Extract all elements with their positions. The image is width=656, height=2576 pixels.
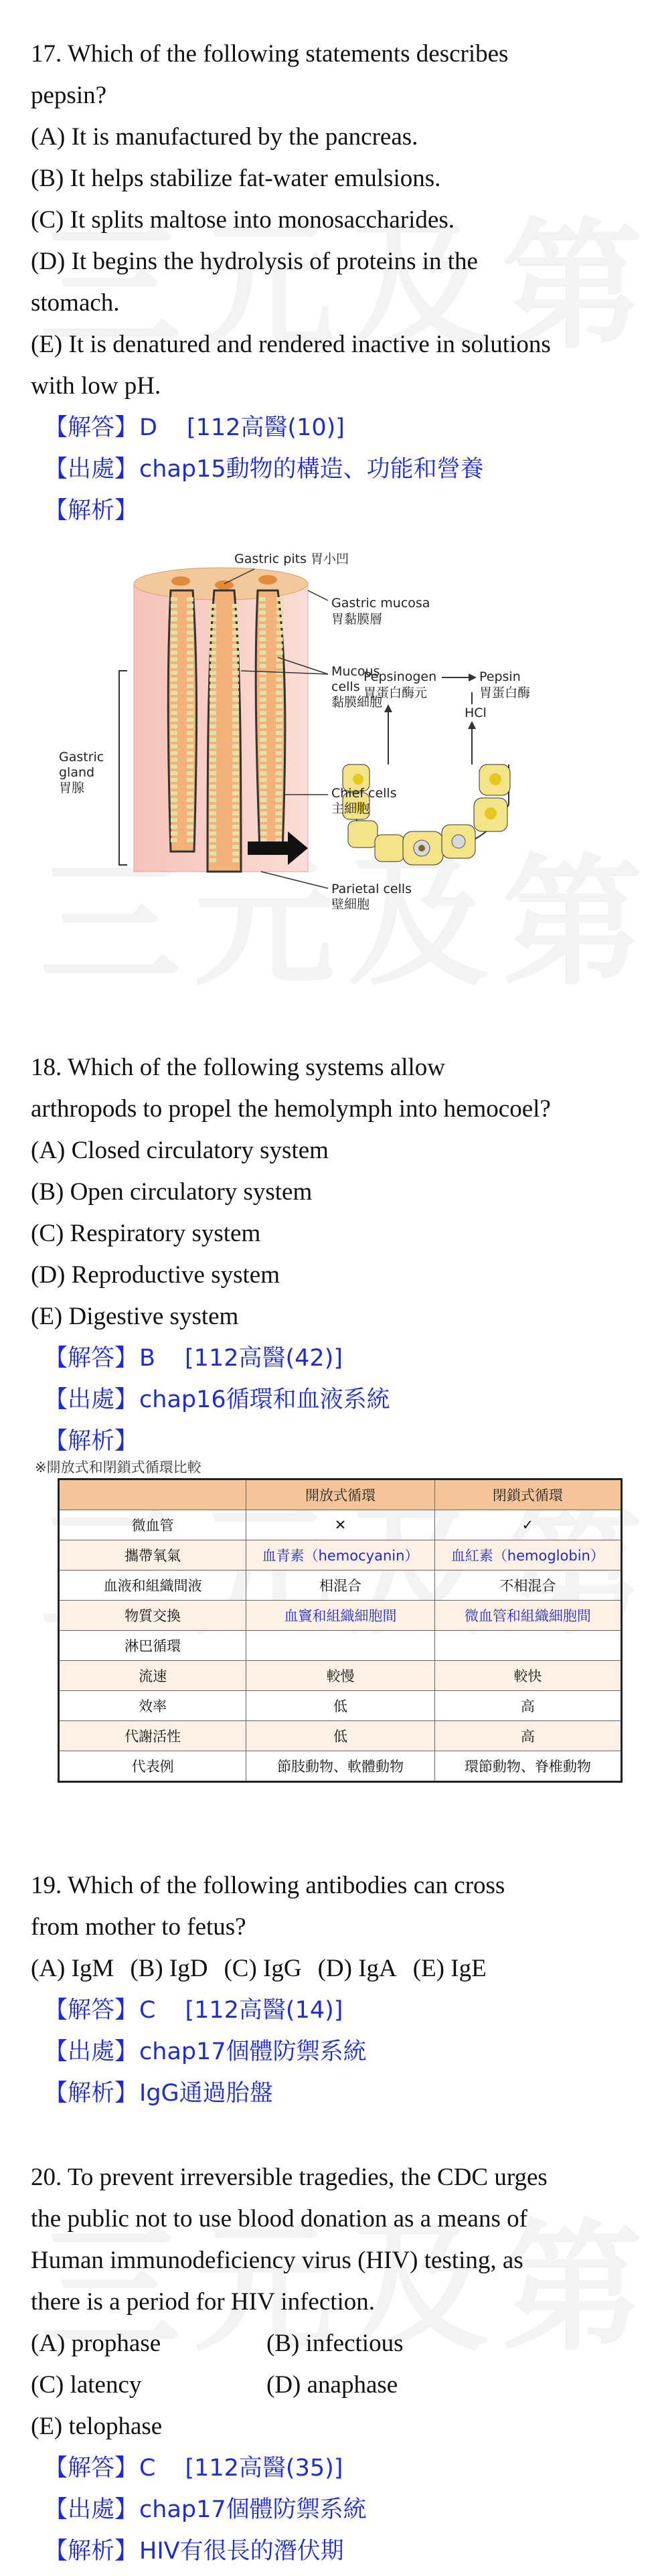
option-b: (B) IgD <box>130 1955 208 1982</box>
table-row <box>59 1751 622 1782</box>
exam-ref: [112高醫(10)] <box>186 414 345 441</box>
table-cell <box>434 1631 621 1661</box>
table-row <box>59 1510 622 1540</box>
question-20 <box>31 2157 633 2572</box>
option-a: (A) It is manufactured by the pancreas. <box>31 123 418 151</box>
table-row <box>59 1540 622 1571</box>
table-caption: ※開放式和閉鎖式循環比較 <box>35 1459 201 1475</box>
table-row <box>59 1661 622 1691</box>
exam-ref: [112高醫(42)] <box>185 1345 343 1372</box>
label-gastric-gland-2: gland <box>59 765 95 780</box>
table-cell: ✓ <box>434 1510 621 1540</box>
analysis-value: IgG通過胎盤 <box>139 2080 273 2107</box>
table-cell: 物質交換 <box>59 1601 246 1631</box>
question-17 <box>31 33 633 532</box>
source-label: 【出處】 <box>44 1386 139 1413</box>
answer-value: B <box>139 1345 156 1372</box>
table-cell: 效率 <box>59 1691 246 1721</box>
label-hcl: HCl <box>465 706 487 720</box>
option-b: (B) It helps stabilize fat-water emulsions. <box>31 165 441 192</box>
option-c: (C) Respiratory system <box>31 1220 261 1247</box>
answer-line <box>31 2447 633 2489</box>
answer-line <box>31 407 633 449</box>
answer-label: 【解答】 <box>44 1345 139 1372</box>
option-d: (D) IgA <box>317 1955 397 1982</box>
analysis-line <box>31 490 633 532</box>
answer-label: 【解答】 <box>44 1997 139 2024</box>
label-gastric-mucosa-zh: 胃黏膜層 <box>331 612 383 627</box>
table-cell: 節肢動物、軟體動物 <box>246 1751 434 1782</box>
table-cell: 血液和組織間液 <box>59 1571 246 1601</box>
option-c: (C) latency <box>31 2371 142 2399</box>
answer-line <box>31 1990 633 2031</box>
label-chief-cells: Chief cells <box>331 786 397 801</box>
option-e: (E) telophase <box>31 2413 163 2440</box>
exam-ref: [112高醫(14)] <box>185 1997 343 2024</box>
question-text: Human immunodeficiency virus (HIV) testing, as <box>31 2247 523 2274</box>
option-a: (A) prophase <box>31 2330 161 2357</box>
option-e: (E) It is denatured and rendered inactive in solutions <box>31 331 551 358</box>
table-cell: 環節動物、脊椎動物 <box>434 1751 621 1782</box>
analysis-label: 【解析】 <box>44 2538 139 2565</box>
table-row <box>59 1721 622 1751</box>
source-line <box>31 2031 633 2073</box>
option-e-cont: with low pH. <box>31 372 161 400</box>
analysis-line <box>31 1421 633 1462</box>
exam-ref: [112高醫(35)] <box>185 2455 343 2482</box>
label-mucous-cells-zh: 黏膜細胞 <box>331 695 383 710</box>
option-d: (D) Reproductive system <box>31 1261 280 1289</box>
source-label: 【出處】 <box>44 456 139 483</box>
table-row <box>59 1691 622 1721</box>
question-text: arthropods to propel the hemolymph into hemocoel? <box>31 1095 551 1123</box>
option-a: (A) IgM <box>31 1955 114 1982</box>
question-19 <box>31 1865 633 2114</box>
option-e: (E) Digestive system <box>31 1303 239 1330</box>
label-mucous-cells-2: cells <box>331 679 360 694</box>
answer-value: D <box>139 414 157 441</box>
answer-line <box>31 1338 633 1379</box>
label-gastric-pits: Gastric pits 胃小凹 <box>234 552 349 566</box>
label-gastric-gland-zh: 胃腺 <box>59 781 85 795</box>
table-cell: 流速 <box>59 1661 246 1691</box>
table-header: 開放式循環 <box>246 1479 434 1510</box>
question-text: 19. Which of the following antibodies can cross <box>31 1872 505 1899</box>
source-line <box>31 1379 633 1421</box>
table-header: 閉鎖式循環 <box>434 1479 621 1510</box>
option-b: (B) infectious <box>266 2330 404 2357</box>
source-line <box>31 2489 633 2530</box>
answer-value: C <box>139 1997 156 2024</box>
label-pepsin-zh: 胃蛋白酶 <box>479 686 531 700</box>
question-text: there is a period for HIV infection. <box>31 2288 376 2316</box>
table-cell: 代表例 <box>59 1751 246 1782</box>
label-parietal-cells: Parietal cells <box>331 882 412 896</box>
label-pepsinogen-zh: 胃蛋白酶元 <box>363 686 428 700</box>
gastric-gland-figure <box>59 537 623 912</box>
answer-label: 【解答】 <box>44 2455 139 2482</box>
table-cell: 不相混合 <box>434 1571 621 1601</box>
analysis-value: HIV有很長的潛伏期 <box>139 2538 344 2565</box>
label-gastric-mucosa: Gastric mucosa <box>331 596 430 611</box>
table-cell: 血紅素（hemoglobin） <box>434 1540 621 1571</box>
question-text: 20. To prevent irreversible tragedies, the CDC urges <box>31 2164 548 2191</box>
table-cell: 攜帶氧氣 <box>59 1540 246 1571</box>
options-row-2 <box>31 2364 633 2406</box>
table-cell: 低 <box>246 1721 434 1751</box>
question-text: from mother to fetus? <box>31 1913 246 1941</box>
table-cell <box>246 1631 434 1661</box>
table-row <box>59 1571 622 1601</box>
question-text: the public not to use blood donation as a means of <box>31 2205 527 2233</box>
question-text: pepsin? <box>31 82 107 109</box>
answer-value: C <box>139 2455 156 2482</box>
table-cell: 較快 <box>434 1661 621 1691</box>
question-18 <box>31 1047 633 1462</box>
option-c: (C) IgG <box>224 1955 302 1982</box>
question-text: 18. Which of the following systems allow <box>31 1054 445 1081</box>
option-c: (C) It splits maltose into monosaccharides. <box>31 206 455 234</box>
analysis-label: 【解析】 <box>44 1428 139 1455</box>
option-a: (A) Closed circulatory system <box>31 1137 329 1164</box>
source-line <box>31 449 633 490</box>
option-d: (D) anaphase <box>266 2371 398 2399</box>
source-label: 【出處】 <box>44 2496 139 2523</box>
table-header <box>59 1479 246 1510</box>
table-cell: 相混合 <box>246 1571 434 1601</box>
table-cell: 低 <box>246 1691 434 1721</box>
gastric-gland-illustration <box>107 537 623 912</box>
option-d: (D) It begins the hydrolysis of proteins in the <box>31 248 478 275</box>
table-cell: 血竇和組織細胞間 <box>246 1601 434 1631</box>
source-value: chap17個體防禦系統 <box>139 2038 367 2065</box>
source-value: chap17個體防禦系統 <box>139 2496 367 2523</box>
table-row <box>59 1601 622 1631</box>
option-d-cont: stomach. <box>31 289 120 317</box>
label-pepsinogen: Pepsinogen <box>363 669 437 684</box>
source-value: chap15動物的構造、功能和營養 <box>139 456 484 483</box>
analysis-line <box>31 2530 633 2572</box>
source-label: 【出處】 <box>44 2038 139 2065</box>
options-row <box>31 1948 633 1990</box>
option-e: (E) IgE <box>412 1955 487 1982</box>
analysis-label: 【解析】 <box>44 2080 139 2107</box>
table-cell: 淋巴循環 <box>59 1631 246 1661</box>
table-cell: 微血管 <box>59 1510 246 1540</box>
analysis-label: 【解析】 <box>44 497 139 524</box>
label-pepsin: Pepsin <box>479 669 521 684</box>
question-text: 17. Which of the following statements describes <box>31 40 509 68</box>
answer-label: 【解答】 <box>44 414 139 441</box>
table-cell: 代謝活性 <box>59 1721 246 1751</box>
table-cell: 高 <box>434 1691 621 1721</box>
table-cell: 較慢 <box>246 1661 434 1691</box>
option-b: (B) Open circulatory system <box>31 1178 313 1206</box>
label-chief-cells-zh: 主細胞 <box>331 801 370 816</box>
label-gastric-gland: Gastric <box>59 750 104 764</box>
table-row <box>59 1631 622 1661</box>
label-mucous-cells: Mucous <box>331 664 380 679</box>
table-cell: 微血管和組織細胞間 <box>434 1601 621 1631</box>
label-parietal-cells-zh: 壁細胞 <box>331 897 370 912</box>
source-value: chap16循環和血液系統 <box>139 1386 390 1413</box>
analysis-line <box>31 2073 633 2114</box>
options-row-1 <box>31 2323 633 2364</box>
circulation-comparison-table <box>58 1478 623 1783</box>
table-cell: ✕ <box>246 1510 434 1540</box>
table-cell: 血青素（hemocyanin） <box>246 1540 434 1571</box>
table-header-row <box>59 1479 622 1510</box>
table-cell: 高 <box>434 1721 621 1751</box>
